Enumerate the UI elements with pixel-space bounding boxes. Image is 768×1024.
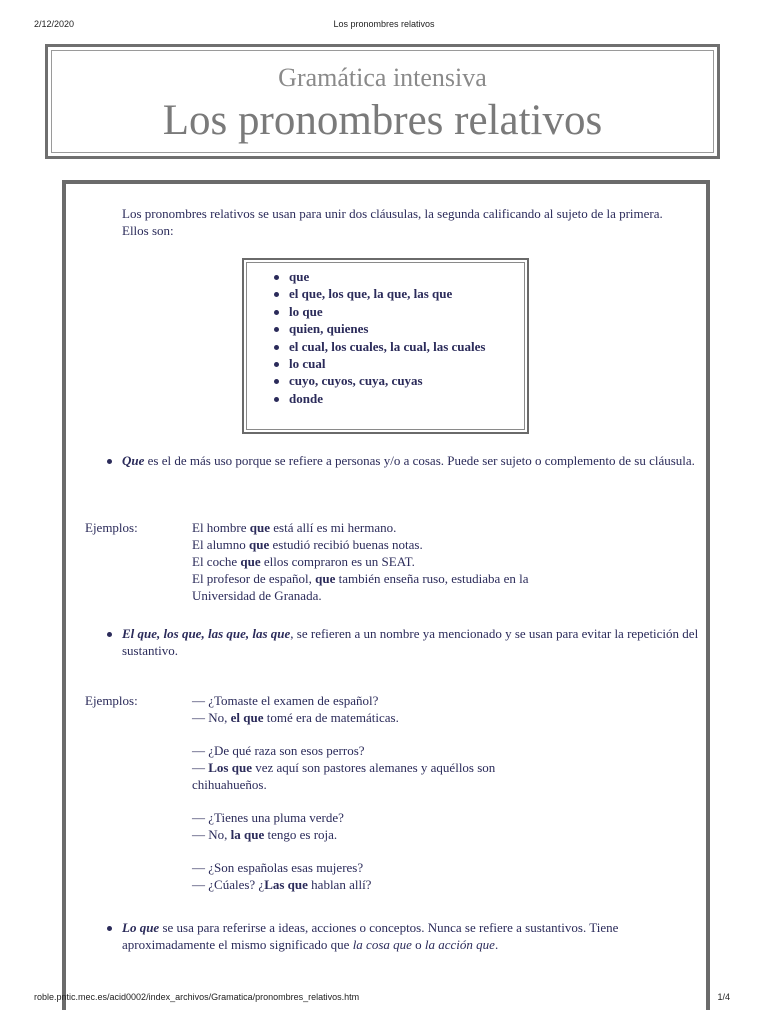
list-item: donde: [272, 390, 485, 407]
example-line: — ¿Son españolas esas mujeres?: [192, 860, 364, 875]
examples-label: Ejemplos:: [85, 520, 138, 535]
print-footer: [0, 992, 768, 1004]
section-term: Lo que: [122, 920, 160, 935]
page-title: Los pronombres relativos: [162, 97, 603, 144]
list-item: quien, quienes: [272, 320, 485, 337]
bullet-icon: [104, 625, 114, 642]
bullet-icon: [104, 919, 114, 936]
example-line: — No, el que tomé era de matemáticas.: [192, 710, 399, 725]
example-line: — Los que vez aquí son pastores alemanes y aquéllos son chihuahueños.: [192, 760, 496, 792]
section-term: Que: [122, 453, 145, 468]
print-url: roble.pntic.mec.es/acid0002/index_archivos/Gramatica/pronombres_relativos.htm: [34, 992, 360, 1002]
list-item: lo cual: [272, 355, 485, 372]
print-title: Los pronombres relativos: [333, 19, 435, 29]
example-line: — ¿De qué raza son esos perros?: [192, 743, 365, 758]
example-line: — ¿Tienes una pluma verde?: [192, 810, 344, 825]
title-banner: [45, 44, 720, 159]
examples-label: Ejemplos:: [85, 693, 138, 708]
example-line: — ¿Cúales? ¿Las que hablan allí?: [192, 877, 372, 892]
example-line: El alumno que estudió recibió buenas notas.: [192, 537, 423, 552]
section-lo-que: [104, 919, 702, 953]
section-text: se usa para referirse a ideas, acciones o conceptos. Nunca se refiere a sustantivos. Tiene aproximadamente el mismo significado que: [122, 920, 619, 952]
section-text: es el de más uso porque se refiere a personas y/o a cosas. Puede ser sujeto o complemento de su cláusula.: [144, 453, 695, 468]
italic-phrase: la cosa que: [352, 937, 412, 952]
section-text: , se refieren a un nombre ya mencionado y se usan para evitar la repetición del sustantivo.: [122, 626, 699, 658]
page-subtitle: Gramática intensiva: [278, 63, 487, 92]
list-item: que: [272, 268, 485, 285]
examples-el-que: [192, 692, 632, 893]
intro-paragraph: Los pronombres relativos se usan para unir dos cláusulas, la segunda calificando al sujeto de la primera. Ellos son:: [122, 206, 663, 238]
print-header: [0, 19, 768, 31]
section-el-que: [104, 625, 702, 659]
pronoun-list: [272, 268, 485, 407]
list-item: cuyo, cuyos, cuya, cuyas: [272, 372, 485, 389]
example-line: — ¿Tomaste el examen de español?: [192, 693, 379, 708]
example-line: El hombre que está allí es mi hermano.: [192, 520, 397, 535]
period-text: .: [494, 937, 499, 952]
example-line: El profesor de español, que también enseña ruso, estudiaba en la Universidad de Granada.: [192, 571, 529, 603]
section-que: [104, 452, 702, 469]
print-date: 2/12/2020: [34, 19, 75, 29]
example-line: El coche que ellos compraron es un SEAT.: [192, 554, 415, 569]
italic-phrase: la acción que: [424, 937, 495, 952]
list-item: lo que: [272, 303, 485, 320]
examples-que: [192, 519, 632, 604]
example-line: — No, la que tengo es roja.: [192, 827, 338, 842]
list-item: el que, los que, la que, las que: [272, 285, 485, 302]
bullet-icon: [104, 452, 114, 469]
print-page-number: 1/4: [717, 992, 730, 1002]
list-item: el cual, los cuales, la cual, las cuales: [272, 338, 485, 355]
section-term: El que, los que, las que, las que: [122, 626, 291, 641]
connector-text: o: [411, 937, 425, 952]
